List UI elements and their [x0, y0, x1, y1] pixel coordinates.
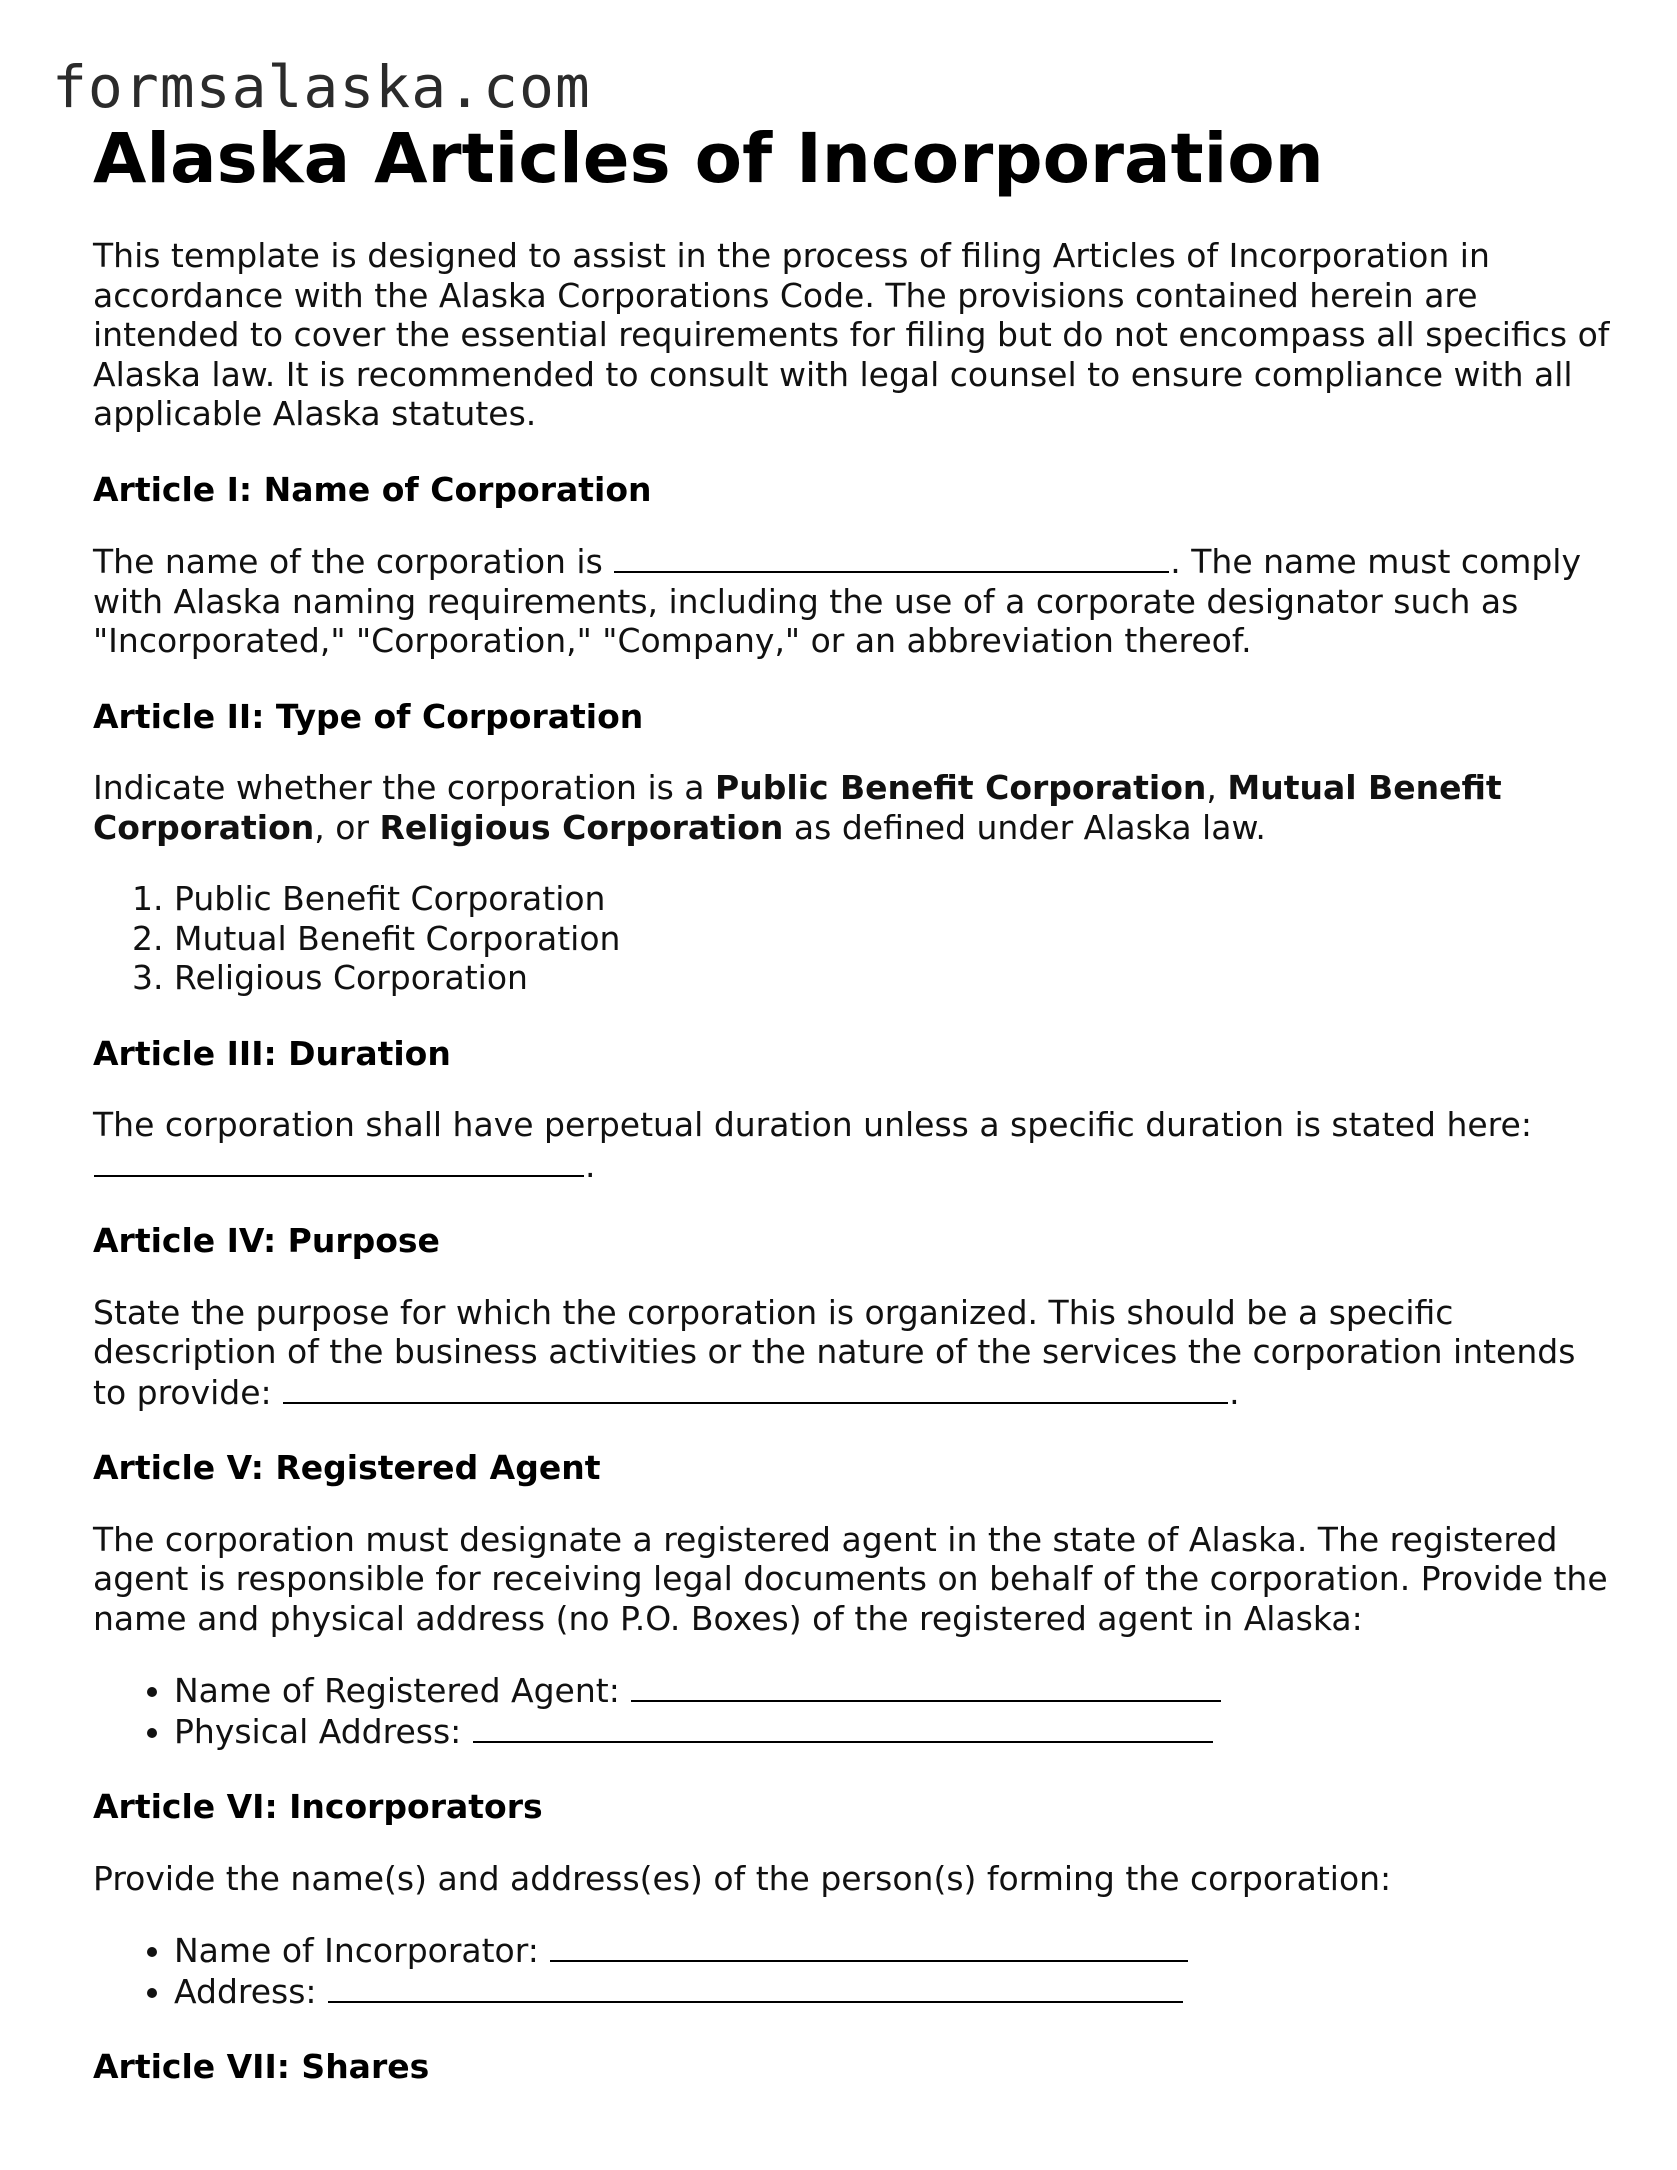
- article-2-text-part: as defined under Alaska law.: [793, 807, 1266, 847]
- article-2-text: [93, 768, 1613, 847]
- article-4-heading: Article IV: Purpose: [93, 1221, 440, 1260]
- article-4-text: [93, 1293, 1613, 1413]
- list-item: [174, 1971, 1613, 2012]
- corporation-type-list: [93, 879, 1613, 998]
- article-3-end: .: [585, 1145, 596, 1185]
- mutual-benefit-term: Mutual Benefit Corporation: [93, 768, 1502, 847]
- site-watermark: formsalaska.com: [52, 53, 591, 121]
- list-item: 2. Mutual Benefit Corporation: [174, 919, 1613, 959]
- article-4-end: .: [1229, 1372, 1240, 1412]
- article-3-text-part: The corporation shall have perpetual duration unless a specific duration is stated here:: [93, 1105, 1532, 1144]
- purpose-blank[interactable]: [283, 1372, 1228, 1404]
- corporation-name-blank[interactable]: [614, 541, 1169, 573]
- document-title: Alaska Articles of Incorporation: [93, 119, 1324, 199]
- list-item: 3. Religious Corporation: [174, 958, 1613, 998]
- incorporator-name-blank[interactable]: [550, 1930, 1188, 1962]
- agent-address-label: Physical Address:: [174, 1711, 462, 1751]
- agent-address-blank[interactable]: [473, 1711, 1213, 1743]
- article-5-heading: Article V: Registered Agent: [93, 1448, 601, 1487]
- duration-blank[interactable]: [94, 1145, 584, 1177]
- article-4-text-part: State the purpose for which the corporation is organized. This should be a specific description of the business activities or the nature of the services the corporation intends to provide:: [93, 1292, 1576, 1412]
- article-6-heading: Article VI: Incorporators: [93, 1787, 543, 1826]
- article-3-text: [93, 1105, 1613, 1185]
- article-2-text-part: Indicate whether the corporation is a: [93, 768, 705, 807]
- article-7-heading: Article VII: Shares: [93, 2047, 430, 2086]
- article-5-text: The corporation must designate a registered agent in the state of Alaska. The registered agent is responsible for receiving legal documents on behalf of the corporation. Provide the name and physical address (no P.O. Boxes) of the registered agent in Alaska:: [93, 1519, 1608, 1638]
- religious-term: Religious Corporation: [379, 807, 784, 847]
- article-1-text: [93, 541, 1613, 661]
- list-item: [174, 1670, 1613, 1711]
- agent-name-blank[interactable]: [631, 1670, 1221, 1702]
- article-1-text-after: . The name must comply with Alaska naming requirements, including the use of a corporate designator such as "Incorporated," "Corporation," "Company," or an abbreviation thereof.: [93, 542, 1582, 660]
- incorporator-address-blank[interactable]: [328, 1971, 1183, 2003]
- public-benefit-term: Public Benefit Corporation: [715, 768, 1207, 807]
- incorporator-name-label: Name of Incorporator:: [174, 1931, 539, 1970]
- agent-name-label: Name of Registered Agent:: [174, 1671, 620, 1710]
- incorporator-address-label: Address:: [174, 1971, 317, 2011]
- registered-agent-list: [93, 1670, 1613, 1751]
- document-body: [93, 118, 1613, 2087]
- article-3-heading: Article III: Duration: [93, 1033, 451, 1073]
- list-item: 1. Public Benefit Corporation: [174, 879, 1613, 919]
- list-item: [174, 1930, 1613, 1971]
- article-1-heading: Article I: Name of Corporation: [93, 469, 652, 509]
- article-2-text-part: , or: [314, 807, 370, 847]
- article-1-text-before: The name of the corporation is: [93, 542, 603, 581]
- article-2-text-part: ,: [1206, 768, 1217, 807]
- article-6-text: Provide the name(s) and address(es) of the person(s) forming the corporation:: [93, 1858, 1392, 1898]
- list-item: [174, 1711, 1613, 1752]
- intro-paragraph: This template is designed to assist in the process of filing Articles of Incorporation in accordance with the Alaska Corporations Code. The provisions contained herein are intended to cover the essential requirements for filing but do not encompass all specifics of Alaska law. It is recommended to consult with legal counsel to ensure compliance with all applicable Alaska statutes.: [93, 236, 1610, 433]
- incorporators-list: [93, 1930, 1613, 2011]
- article-2-heading: Article II: Type of Corporation: [93, 696, 644, 736]
